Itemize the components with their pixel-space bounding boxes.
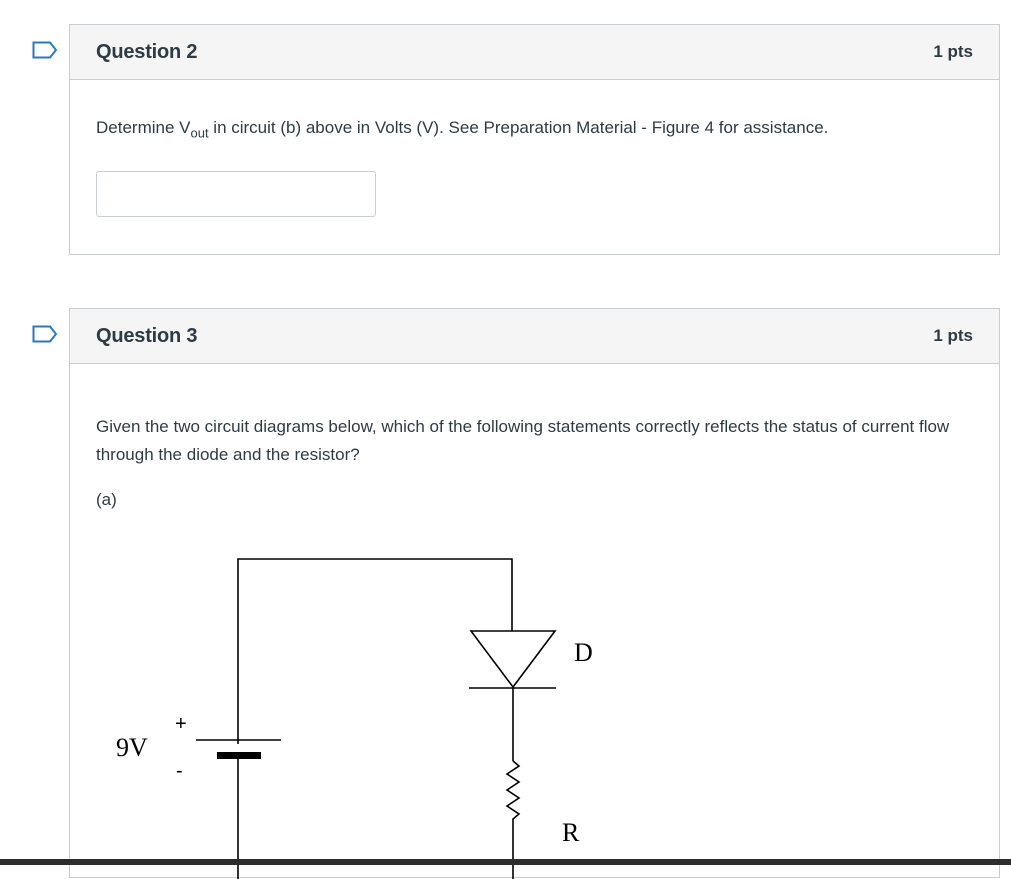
prompt-text-rest: in circuit (b) above in Volts (V). See Preparation Material - Figure 4 for assistance. [208,118,829,137]
battery-short-plate [217,752,261,759]
resistor-label: R [562,818,580,847]
question-points: 1 pts [933,326,973,345]
wire-top [238,559,512,669]
question-title: Question 3 [96,324,198,347]
question-header [70,309,999,364]
circuit-sub-label: (a) [96,490,117,509]
battery-plus-label: + [175,713,187,735]
diode-label: D [574,638,593,667]
answer-input[interactable] [96,171,376,217]
diode-symbol [471,631,555,687]
battery-voltage-label: 9V [116,733,148,762]
question-3 [69,308,1000,878]
flag-question-icon[interactable] [32,41,58,59]
circuit-diagram [70,539,770,879]
prompt-text: Determine V [96,118,191,137]
question-prompt [96,114,828,147]
question-header [70,25,999,80]
bottom-bar [0,859,1011,865]
prompt-subscript: out [190,125,209,141]
battery-minus-label: - [176,760,183,782]
flag-question-icon[interactable] [32,325,58,343]
question-points: 1 pts [933,42,973,61]
question-prompt: Given the two circuit diagrams below, which of the following statements correctly reflects the status of current flow through the diode and the resistor? [96,417,950,464]
question-2 [69,24,1000,255]
question-title: Question 2 [96,40,198,63]
